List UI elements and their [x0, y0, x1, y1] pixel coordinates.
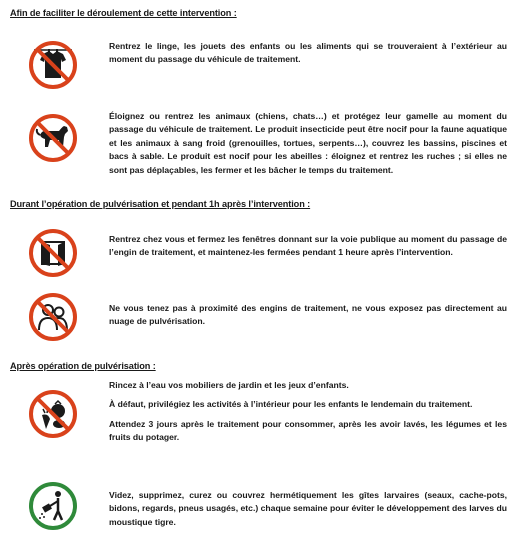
empty-water-containers-icon [28, 481, 78, 531]
paragraph: À défaut, privilégiez les activités à l’intérieur pour les enfants le lendemain du traitement. [109, 399, 473, 410]
instruction-text [109, 489, 507, 529]
instruction-text [109, 233, 507, 260]
instruction-text [109, 379, 507, 445]
paragraph: Attendez 3 jours après le traitement pour consommer, après les avoir lavés, les légumes et les fruits du potager. [109, 418, 507, 443]
laundry-toys-prohibited-icon [28, 40, 78, 90]
pets-prohibited-icon [28, 113, 78, 163]
paragraph: Rentrez chez vous et fermez les fenêtres donnant sur la voie publique au moment du passage de l’engin de traitement, et maintenez-les fermées pendant 1 heure après l’intervention. [109, 234, 507, 258]
paragraph: Ne vous tenez pas à proximité des engins de traitement, ne vous exposez pas directement au nuage de pulvérisation. [109, 303, 507, 327]
instruction-text [109, 40, 507, 67]
section-heading-during: Durant l’opération de pulvérisation et pendant 1h après l’intervention : [10, 199, 311, 209]
vegetables-prohibited-icon [28, 389, 78, 439]
paragraph: Videz, supprimez, curez ou couvrez hermétiquement les gîtes larvaires (seaux, cache-pots, bidons, regards, pneus usagés, etc.) chaque semaine pour éviter le développement des larves du moustique tigre. [109, 490, 507, 527]
instruction-text [109, 302, 507, 329]
paragraph: Rentrez le linge, les jouets des enfants ou les aliments qui se trouveraient à l’extérieur au moment du passage du véhicule de traitement. [109, 41, 507, 65]
paragraph: Éloignez ou rentrez les animaux (chiens, chats…) et protégez leur gamelle au moment du passage du véhicule de traitement. Le produit insecticide peut être nocif pour la faune aquatique et les animaux à sang froid (grenouilles, tortues, serpents…), couvrez les bassins, piscines et bacs à sable. Le produit est nocif pour les abeilles : éloignez et rentrez les ruches ; si elles ne sont pas déplaçables, les fermer et les bâcher le temps du traitement. [109, 111, 507, 175]
people-prohibited-icon [28, 292, 78, 342]
open-window-prohibited-icon [28, 228, 78, 278]
section-heading-after: Après opération de pulvérisation : [10, 361, 156, 371]
instruction-text [109, 110, 507, 177]
paragraph: Rincez à l’eau vos mobiliers de jardin et les jeux d’enfants. [109, 380, 349, 390]
section-heading-before: Afin de faciliter le déroulement de cette intervention : [10, 8, 237, 18]
